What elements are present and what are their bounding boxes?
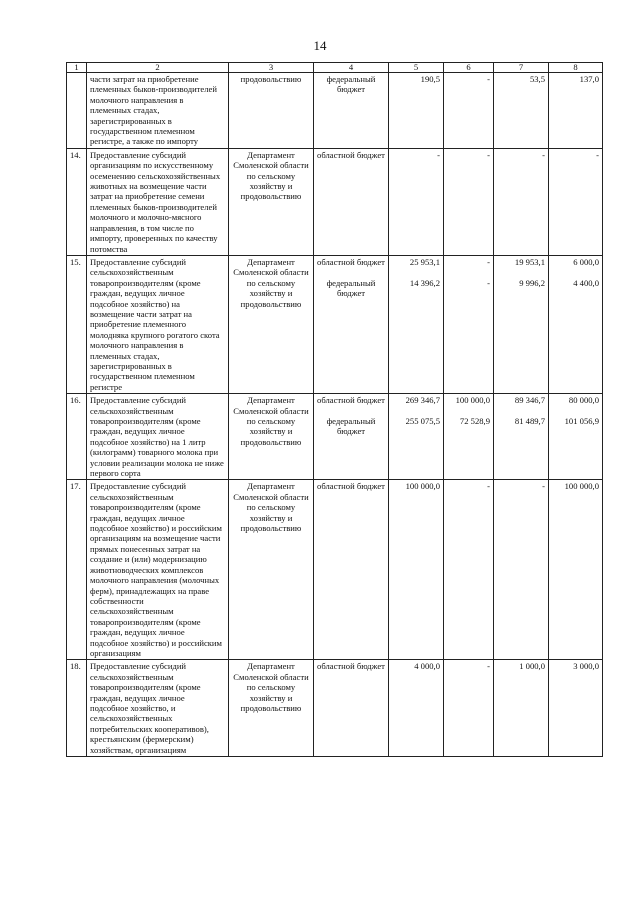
row-executor: Департамент Смоленской области по сельскому хозяйству и продовольствию xyxy=(229,394,314,480)
table-header-row xyxy=(67,63,603,73)
row-total-amount-line: 255 075,5 xyxy=(405,415,440,426)
row-year-3-amount xyxy=(549,480,603,660)
row-funding-source-line: областной бюджет xyxy=(317,256,385,267)
table-row xyxy=(67,660,603,757)
row-total-amount xyxy=(389,255,444,393)
table-body xyxy=(67,73,603,757)
row-funding-source-line: областной бюджет xyxy=(317,149,385,160)
header-col-8: 8 xyxy=(549,63,603,73)
row-year-3-amount xyxy=(549,255,603,393)
row-total-amount xyxy=(389,660,444,757)
row-funding-source xyxy=(314,480,389,660)
row-year-1-amount xyxy=(444,394,494,480)
row-year-1-amount-line: - xyxy=(487,74,490,84)
row-year-1-amount-line: - xyxy=(487,149,490,160)
row-description: Предоставление субсидий организациям по искусственному осеменению сельскохозяйственных животных на возмещение части затрат на приобретение семени племенных быков-производителей молочного и молочно-мясного направления, в том числе по импорту, проверенных по качеству потомства xyxy=(87,148,229,255)
header-col-7: 7 xyxy=(494,63,549,73)
row-year-2-amount-line: 89 346,7 xyxy=(514,395,545,406)
row-year-3-amount-line: 4 400,0 xyxy=(573,277,599,288)
table-row xyxy=(67,148,603,255)
row-total-amount xyxy=(389,394,444,480)
row-year-3-amount-line: 6 000,0 xyxy=(573,256,599,267)
row-year-3-amount-line: - xyxy=(596,149,599,160)
budget-table xyxy=(66,62,603,757)
row-funding-source-line: федеральный бюджет xyxy=(326,415,376,437)
row-funding-source xyxy=(314,660,389,757)
row-executor: Департамент Смоленской области по сельскому хозяйству и продовольствию xyxy=(229,255,314,393)
row-number: 14. xyxy=(67,148,87,255)
row-year-1-amount xyxy=(444,148,494,255)
header-col-6: 6 xyxy=(444,63,494,73)
row-total-amount-line: 100 000,0 xyxy=(405,481,440,492)
row-total-amount-line: 14 396,2 xyxy=(409,277,440,288)
row-year-2-amount-line: 9 996,2 xyxy=(519,277,545,288)
row-year-2-amount xyxy=(494,148,549,255)
row-funding-source-line: областной бюджет xyxy=(317,481,385,492)
table-row xyxy=(67,73,603,149)
row-year-2-amount xyxy=(494,394,549,480)
row-funding-source xyxy=(314,73,389,149)
page-number: 14 xyxy=(313,38,327,53)
row-year-2-amount-line: 19 953,1 xyxy=(514,256,545,267)
row-year-3-amount-line: 100 000,0 xyxy=(564,481,599,492)
row-year-2-amount-line: 81 489,7 xyxy=(514,415,545,426)
row-year-2-amount xyxy=(494,73,549,149)
row-year-2-amount-line: 1 000,0 xyxy=(519,661,545,672)
row-executor: Департамент Смоленской области по сельскому хозяйству и продовольствию xyxy=(229,660,314,757)
row-description: Предоставление субсидий сельскохозяйственным товаропроизводителям (кроме граждан, ведущих личное подсобное хозяйство) и российским организациям на возмещение части прямых понесенных затрат на создание и (или) модернизацию животноводческих комплексов молочного направления (молочных ферм), принадлежащих на праве собственности сельскохозяйственным товаропроизводителям (кроме граждан, ведущих личное подсобное хозяйство) и российским организациям xyxy=(87,480,229,660)
row-funding-source-line: федеральный бюджет xyxy=(326,277,376,299)
row-total-amount-line: 4 000,0 xyxy=(414,661,440,672)
header-col-3: 3 xyxy=(229,63,314,73)
row-year-3-amount-line: 137,0 xyxy=(579,74,599,84)
row-total-amount xyxy=(389,73,444,149)
row-total-amount-line: 269 346,7 xyxy=(405,395,440,406)
row-year-1-amount xyxy=(444,480,494,660)
row-year-1-amount-line: 100 000,0 xyxy=(455,395,490,406)
row-year-2-amount xyxy=(494,660,549,757)
row-year-2-amount xyxy=(494,255,549,393)
row-year-1-amount xyxy=(444,255,494,393)
row-executor: Департамент Смоленской области по сельскому хозяйству и продовольствию xyxy=(229,480,314,660)
header-col-5: 5 xyxy=(389,63,444,73)
row-funding-source-line: федеральный бюджет xyxy=(326,74,376,95)
row-description: Предоставление субсидий сельскохозяйственным товаропроизводителям (кроме граждан, ведущих личное подсобное хозяйство) на возмещение части затрат на приобретение племенного молодняка крупного рогатого скота молочного направления в племенных стадах, зарегистрированных в государственном племенном регистре xyxy=(87,255,229,393)
row-year-1-amount xyxy=(444,73,494,149)
row-description: Предоставление субсидий сельскохозяйственным товаропроизводителям (кроме граждан, ведущих личное подсобное хозяйство, и сельскохозяйственных потребительских кооперативов), крестьянским (фермерским) хозяйствам, организациям xyxy=(87,660,229,757)
row-total-amount-line: 190,5 xyxy=(420,74,440,84)
row-year-1-amount-line: - xyxy=(487,481,490,492)
row-year-2-amount-line: 53,5 xyxy=(529,74,545,84)
row-funding-source xyxy=(314,148,389,255)
row-year-3-amount xyxy=(549,148,603,255)
row-year-1-amount-line: - xyxy=(487,256,490,267)
row-year-3-amount xyxy=(549,394,603,480)
row-number xyxy=(67,73,87,149)
row-year-3-amount-line: 3 000,0 xyxy=(573,661,599,672)
row-funding-source xyxy=(314,394,389,480)
row-year-1-amount-line: - xyxy=(487,661,490,672)
table-row xyxy=(67,480,603,660)
row-executor: продовольствию xyxy=(229,73,314,149)
row-funding-source-line: областной бюджет xyxy=(317,661,385,672)
row-year-1-amount xyxy=(444,660,494,757)
row-year-3-amount xyxy=(549,660,603,757)
table-row xyxy=(67,394,603,480)
row-total-amount-line: 25 953,1 xyxy=(409,256,440,267)
row-year-2-amount xyxy=(494,480,549,660)
header-col-1: 1 xyxy=(67,63,87,73)
row-year-3-amount-line: 80 000,0 xyxy=(568,395,599,406)
row-description: Предоставление субсидий сельскохозяйственным товаропроизводителям (кроме граждан, ведущих личное подсобное хозяйство) на 1 литр (килограмм) товарного молока при условии реализации молока не ниже первого сорта xyxy=(87,394,229,480)
table-row xyxy=(67,255,603,393)
row-year-2-amount-line: - xyxy=(542,149,545,160)
row-year-3-amount xyxy=(549,73,603,149)
header-col-2: 2 xyxy=(87,63,229,73)
row-total-amount xyxy=(389,148,444,255)
row-number: 16. xyxy=(67,394,87,480)
row-description: части затрат на приобретение племенных быков-производителей молочного направления в племенных стадах, зарегистрированных в государственном племенном регистре, а также по импорту xyxy=(87,73,229,149)
header-col-4: 4 xyxy=(314,63,389,73)
row-funding-source xyxy=(314,255,389,393)
row-total-amount-line: - xyxy=(437,149,440,160)
row-year-1-amount-line: - xyxy=(487,277,490,288)
row-year-2-amount-line: - xyxy=(542,481,545,492)
row-number: 17. xyxy=(67,480,87,660)
row-number: 18. xyxy=(67,660,87,757)
row-funding-source-line: областной бюджет xyxy=(317,395,385,406)
row-year-1-amount-line: 72 528,9 xyxy=(459,415,490,426)
row-total-amount xyxy=(389,480,444,660)
row-year-3-amount-line: 101 056,9 xyxy=(564,415,599,426)
row-number: 15. xyxy=(67,255,87,393)
row-executor: Департамент Смоленской области по сельскому хозяйству и продовольствию xyxy=(229,148,314,255)
